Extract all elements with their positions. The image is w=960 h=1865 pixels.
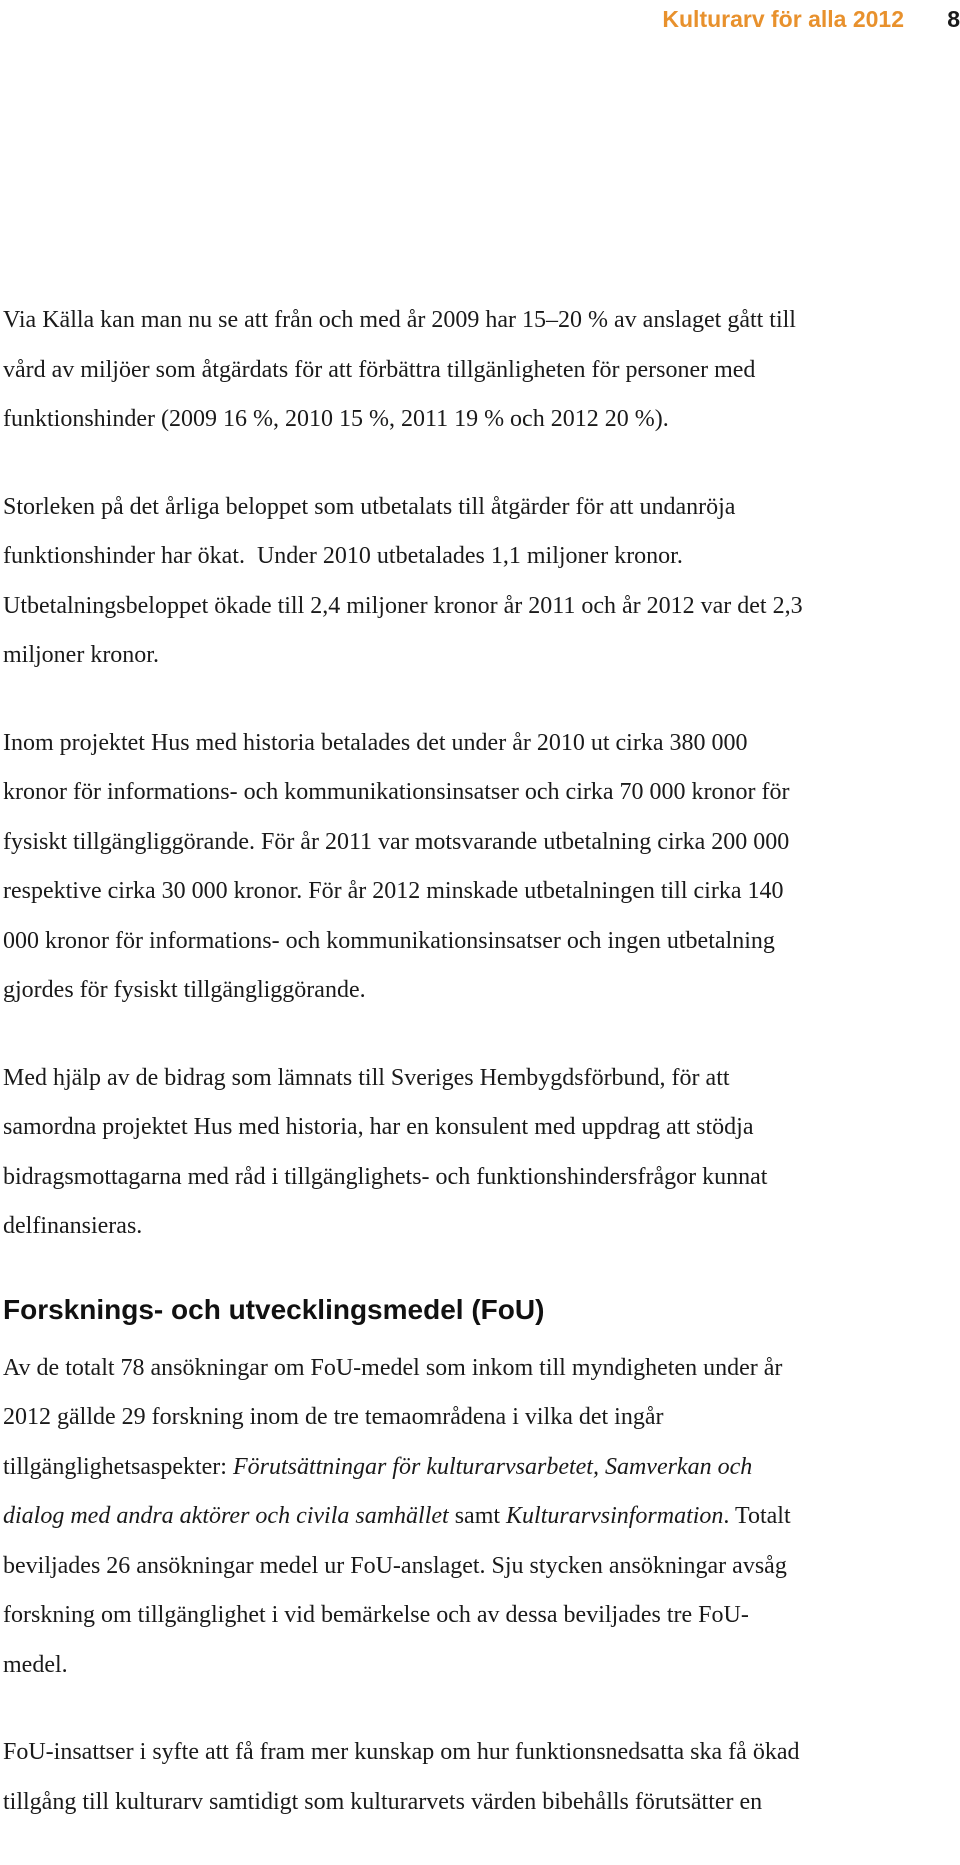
paragraph-fou-applications [3, 1344, 960, 1691]
text-line: funktionshinder (2009 16 %, 2010 15 %, 2011 19 % och 2012 20 %). [3, 406, 669, 432]
text-line [3, 1492, 960, 1542]
text-line: vård av miljöer som åtgärdats för att förbättra tillgänligheten för personer med [3, 356, 756, 383]
page-number: 8 [947, 6, 960, 32]
text-line: kronor för informations- och kommunikationsinsatser och cirka 70 000 kronor för [3, 779, 790, 805]
theme-area-name: dialog med andra aktörer och civila samhället [3, 1503, 449, 1529]
text-line: samordna projektet Hus med historia, har en konsulent med uppdrag att stödja [3, 1114, 754, 1140]
document-body [3, 296, 960, 1865]
text-line: bidragsmottagarna med råd i tillgänglighets- och funktionshindersfrågor kunnat [3, 1163, 768, 1190]
text-line: tillgång till kulturarv samtidigt som kulturarvets värden bibehålls förutsätter en [3, 1788, 763, 1815]
text-line: forskning om tillgänglighet i vid bemärkelse och av dessa beviljades tre FoU- [3, 1602, 749, 1628]
text-line: funktionshinder har ökat. Under 2010 utbetalades 1,1 miljoner kronor. [3, 543, 683, 569]
text-line: Via Källa kan man nu se att från och med år 2009 har 15–20 % av anslaget gått till [3, 307, 796, 333]
text-line: FoU-insattser i syfte att få fram mer kunskap om hur funktionsnedsatta ska få ökad [3, 1739, 800, 1765]
text-line: miljoner kronor. [3, 642, 159, 668]
text-run: samt [448, 1503, 507, 1529]
paragraph-fou-insatser [3, 1728, 960, 1827]
text-line: Inom projektet Hus med historia betalades det under år 2010 ut cirka 380 000 [3, 729, 748, 756]
text-line: Utbetalningsbeloppet ökade till 2,4 miljoner kronor år 2011 och år 2012 var det 2,3 [3, 592, 803, 619]
paragraph-kalla-statistics [3, 296, 960, 445]
text-line: beviljades 26 ansökningar medel ur FoU-anslaget. Sju stycken ansökningar avsåg [3, 1552, 787, 1579]
theme-area-name: Kulturarvsinformation [506, 1503, 724, 1529]
document-title: Kulturarv för alla 2012 [662, 6, 904, 32]
text-run: tillgänglighetsaspekter: [3, 1453, 233, 1480]
paragraph-hus-med-historia [3, 719, 960, 1016]
text-line: 2012 gällde 29 forskning inom de tre temaområdena i vilka det ingår [3, 1404, 664, 1430]
text-line [3, 1443, 960, 1493]
text-run: . Totalt [723, 1503, 791, 1529]
running-header [0, 6, 960, 38]
section-heading: Forsknings- och utvecklingsmedel (FoU) [3, 1293, 545, 1325]
text-line: respektive cirka 30 000 kronor. För år 2012 minskade utbetalningen till cirka 140 [3, 878, 784, 904]
text-line: delfinansieras. [3, 1213, 143, 1239]
text-line: fysiskt tillgängliggörande. För år 2011 var motsvarande utbetalning cirka 200 000 [3, 828, 790, 855]
text-line: Av de totalt 78 ansökningar om FoU-medel som inkom till myndigheten under år [3, 1354, 783, 1381]
text-line: Storleken på det årliga beloppet som utbetalats till åtgärder för att undanröja [3, 493, 736, 520]
text-line: gjordes för fysiskt tillgängliggörande. [3, 977, 366, 1003]
text-line: Med hjälp av de bidrag som lämnats till Sveriges Hembygdsförbund, för att [3, 1064, 730, 1091]
theme-area-names: Förutsättningar för kulturarvsarbetet, Samverkan och [232, 1453, 753, 1480]
paragraph-hembygdsforbund [3, 1054, 960, 1252]
text-line: medel. [3, 1651, 68, 1678]
paragraph-payment-amounts [3, 483, 960, 681]
text-line: 000 kronor för informations- och kommunikationsinsatser och ingen utbetalning [3, 927, 775, 954]
